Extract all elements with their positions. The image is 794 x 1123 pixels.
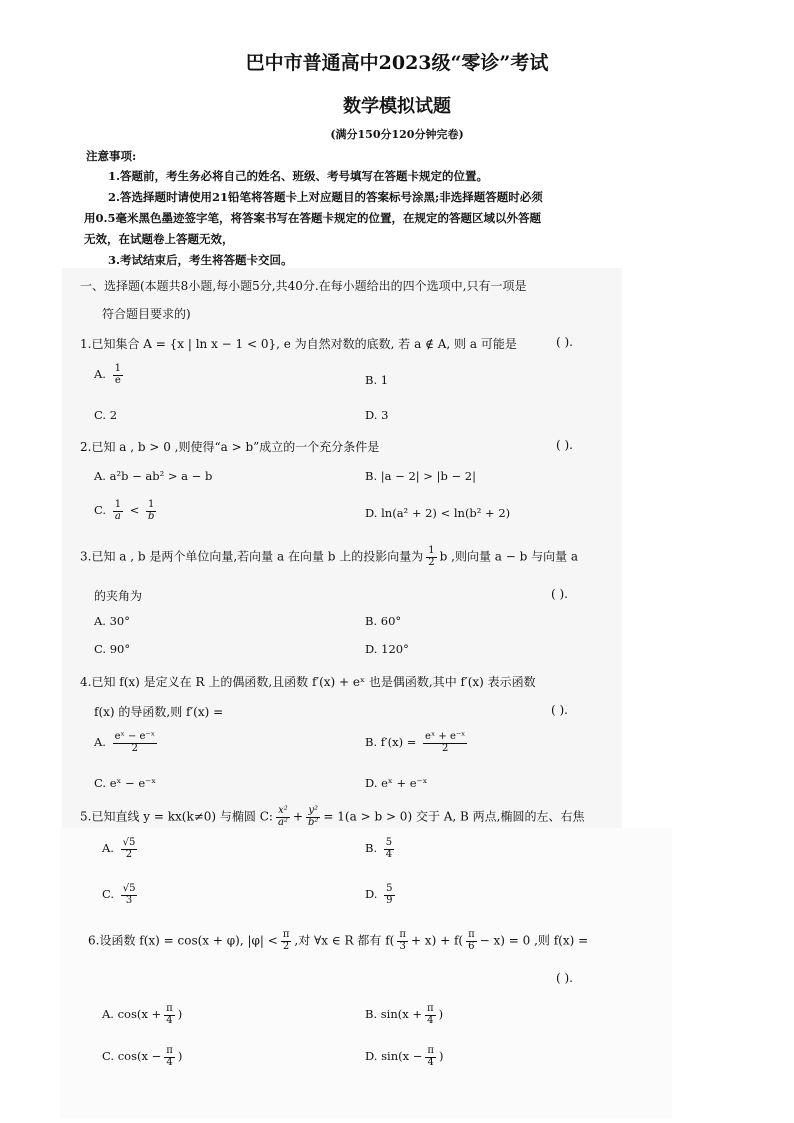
- numerator: π: [468, 929, 475, 940]
- q5-stem-part-a: 5.已知直线 y = kx(k≠0) 与椭圆 C:: [80, 809, 273, 824]
- q2-option-a: A. a²b − ab² > a − b: [94, 469, 213, 483]
- notice-item-1: 1.答题前，考生务必将自己的姓名、班级、考号填写在答题卡规定的位置。: [108, 169, 489, 183]
- q4-option-a: [94, 732, 160, 754]
- numerator: 1: [428, 545, 435, 556]
- q3-stem-line2: 的夹角为: [94, 589, 143, 603]
- denominator: 4: [166, 1014, 173, 1026]
- q3-option-a: A. 30°: [94, 614, 130, 628]
- q3-option-d: D. 120°: [365, 642, 409, 656]
- q6-stem-part-b: ,对 ∀x ∈ R 都有 f(: [294, 933, 395, 948]
- option-text: ): [177, 1007, 183, 1021]
- fraction: [384, 838, 394, 860]
- denominator: 3: [125, 894, 133, 906]
- fraction: [276, 806, 290, 828]
- q4-stem-line2: f(x) 的导函数,则 f′(x) =: [94, 705, 224, 719]
- exam-subtitle: 数学模拟试题: [343, 96, 451, 117]
- q1-answer-paren: ( ).: [556, 335, 573, 349]
- option-label: C.: [94, 503, 107, 517]
- denominator: 2: [428, 556, 435, 568]
- fraction: [466, 930, 477, 952]
- q1-option-b: B. 1: [365, 373, 389, 387]
- fraction: [281, 930, 292, 952]
- numerator: π: [166, 1003, 173, 1014]
- fraction: [146, 500, 156, 522]
- denominator: 9: [386, 894, 393, 906]
- denominator: 2: [125, 848, 133, 860]
- numerator: √5: [122, 837, 136, 848]
- q5-option-d: [365, 884, 398, 906]
- less-than: <: [129, 503, 140, 517]
- q3-stem-part-a: 3.已知 a , b 是两个单位向量,若向量 a 在向量 b 上的投影向量为: [80, 549, 424, 564]
- numerator: π: [399, 929, 406, 940]
- notice-heading: 注意事项:: [86, 149, 137, 163]
- option-text: D. sin(x −: [365, 1049, 423, 1063]
- section-heading-cont: 符合题目要求的): [102, 307, 191, 321]
- option-label: B.: [365, 841, 378, 855]
- q6-stem-part-d: − x) = 0 ,则 f(x) =: [479, 933, 589, 948]
- q2-option-c: [94, 500, 159, 522]
- section-heading: 一、选择题(本题共8小题,每小题5分,共40分.在每小题给出的四个选项中,只有一项是: [80, 279, 527, 293]
- numerator: π: [427, 1045, 434, 1056]
- numerator: 1: [114, 363, 121, 374]
- fraction: [121, 884, 138, 906]
- numerator: π: [282, 929, 290, 940]
- numerator: eˣ + e⁻ˣ: [425, 731, 466, 742]
- fraction: [113, 500, 123, 522]
- denominator: 6: [468, 940, 475, 952]
- option-label: A.: [102, 841, 114, 855]
- denominator: b²: [308, 816, 319, 828]
- notice-item-2: 2.答选择题时请使用21铅笔将答题卡上对应题目的答案标号涂黑;非选择题答题时必须: [108, 190, 543, 204]
- q3-option-b: B. 60°: [365, 614, 402, 628]
- q2-option-d: D. ln(a² + 2) < ln(b² + 2): [365, 506, 511, 520]
- option-label: B. f′(x) =: [365, 735, 417, 749]
- q2-option-b: B. |a − 2| > |b − 2|: [365, 469, 476, 483]
- q4-stem-line1: 4.已知 f(x) 是定义在 R 上的偶函数,且函数 f′(x) + eˣ 也是偶函数,其中 f′(x) 表示函数: [80, 675, 536, 689]
- denominator: b: [148, 510, 155, 522]
- option-label: C.: [102, 887, 115, 901]
- scan-shade-lower: [60, 828, 672, 1118]
- numerator: y²: [306, 806, 320, 818]
- q3-option-c: C. 90°: [94, 642, 131, 656]
- numerator: 5: [385, 837, 393, 848]
- q3-stem-part-b: b ,则向量 a − b 与向量 a: [439, 549, 579, 564]
- q5-option-a: [102, 838, 140, 860]
- plus-sign: +: [292, 809, 303, 824]
- q5-option-c: [102, 884, 140, 906]
- q6-option-d: [365, 1046, 443, 1068]
- fraction: [426, 546, 436, 568]
- q6-option-b: [365, 1004, 443, 1026]
- fraction: [164, 1004, 175, 1026]
- numerator: x²: [276, 806, 290, 818]
- numerator: √5: [122, 883, 136, 894]
- notice-item-3: 用0.5毫米黑色墨迹签字笔，将答案书写在答题卡规定的位置，在规定的答题区域以外答题: [84, 211, 542, 225]
- q5-stem-part-b: = 1(a > b > 0) 交于 A, B 两点,椭圆的左、右焦: [323, 809, 585, 824]
- denominator: 3: [399, 940, 406, 952]
- fraction: [425, 1004, 436, 1026]
- q5-option-b: [365, 838, 397, 860]
- fraction: [121, 838, 138, 860]
- q3-stem: [80, 546, 578, 568]
- q2-stem: 2.已知 a , b > 0 ,则使得“a > b”成立的一个充分条件是: [80, 440, 380, 454]
- fraction: [423, 732, 467, 754]
- q6-stem-part-a: 6.设函数 f(x) = cos(x + φ), |φ| <: [88, 933, 278, 948]
- denominator: e: [114, 374, 121, 386]
- q3-answer-paren: ( ).: [551, 587, 568, 601]
- option-label: A.: [94, 735, 106, 749]
- option-text: ): [438, 1007, 444, 1021]
- notice-item-4: 无效，在试题卷上答题无效，: [84, 232, 234, 246]
- numerator: 5: [386, 883, 393, 894]
- denominator: 4: [427, 1014, 434, 1026]
- denominator: 2: [131, 742, 138, 754]
- numerator: 1: [146, 500, 156, 512]
- q6-answer-paren: ( ).: [556, 971, 573, 985]
- denominator: a: [114, 510, 121, 522]
- q6-stem-part-c: + x) + f(: [410, 933, 464, 948]
- q4-option-b: [365, 732, 470, 754]
- option-text: ): [438, 1049, 444, 1063]
- q4-answer-paren: ( ).: [551, 703, 568, 717]
- option-label: D.: [365, 887, 378, 901]
- q4-option-d: D. eˣ + e⁻ˣ: [365, 776, 428, 790]
- option-text: A. cos(x +: [102, 1007, 162, 1021]
- numerator: 1: [114, 499, 122, 510]
- q6-stem: [88, 930, 588, 952]
- denominator: 2: [282, 940, 290, 952]
- option-text: ): [177, 1049, 183, 1063]
- fraction: [384, 884, 394, 906]
- option-label: A.: [94, 367, 106, 381]
- option-text: B. sin(x +: [365, 1007, 423, 1021]
- numerator: π: [166, 1045, 173, 1056]
- exam-title: 巴中市普通高中2023级“零诊”考试: [245, 52, 549, 74]
- q2-answer-paren: ( ).: [556, 438, 573, 452]
- denominator: 4: [427, 1056, 434, 1068]
- q6-option-a: [102, 1004, 182, 1026]
- q1-option-a: [94, 364, 126, 386]
- denominator: a²: [277, 816, 288, 828]
- q4-option-c: C. eˣ − e⁻ˣ: [94, 776, 157, 790]
- denominator: 2: [442, 742, 449, 754]
- fraction: [113, 364, 123, 386]
- fraction: [113, 732, 157, 754]
- fraction: [306, 806, 320, 828]
- numerator: eˣ − e⁻ˣ: [114, 731, 155, 742]
- fraction: [164, 1046, 175, 1068]
- denominator: 4: [166, 1056, 173, 1068]
- fraction: [425, 1046, 436, 1068]
- exam-note: (满分150分120分钟完卷): [330, 128, 464, 141]
- denominator: 4: [385, 848, 393, 860]
- q5-stem: [80, 806, 585, 828]
- notice-item-5: 3.考试结束后，考生将答题卡交回。: [108, 253, 293, 267]
- numerator: π: [427, 1003, 434, 1014]
- q1-option-d: D. 3: [365, 408, 389, 422]
- option-text: C. cos(x −: [102, 1049, 162, 1063]
- q1-stem: 1.已知集合 A = {x | ln x − 1 < 0}, e 为自然对数的底数, 若 a ∉ A, 则 a 可能是: [80, 337, 517, 351]
- q6-option-c: [102, 1046, 182, 1068]
- q1-option-c: C. 2: [94, 408, 118, 422]
- fraction: [397, 930, 408, 952]
